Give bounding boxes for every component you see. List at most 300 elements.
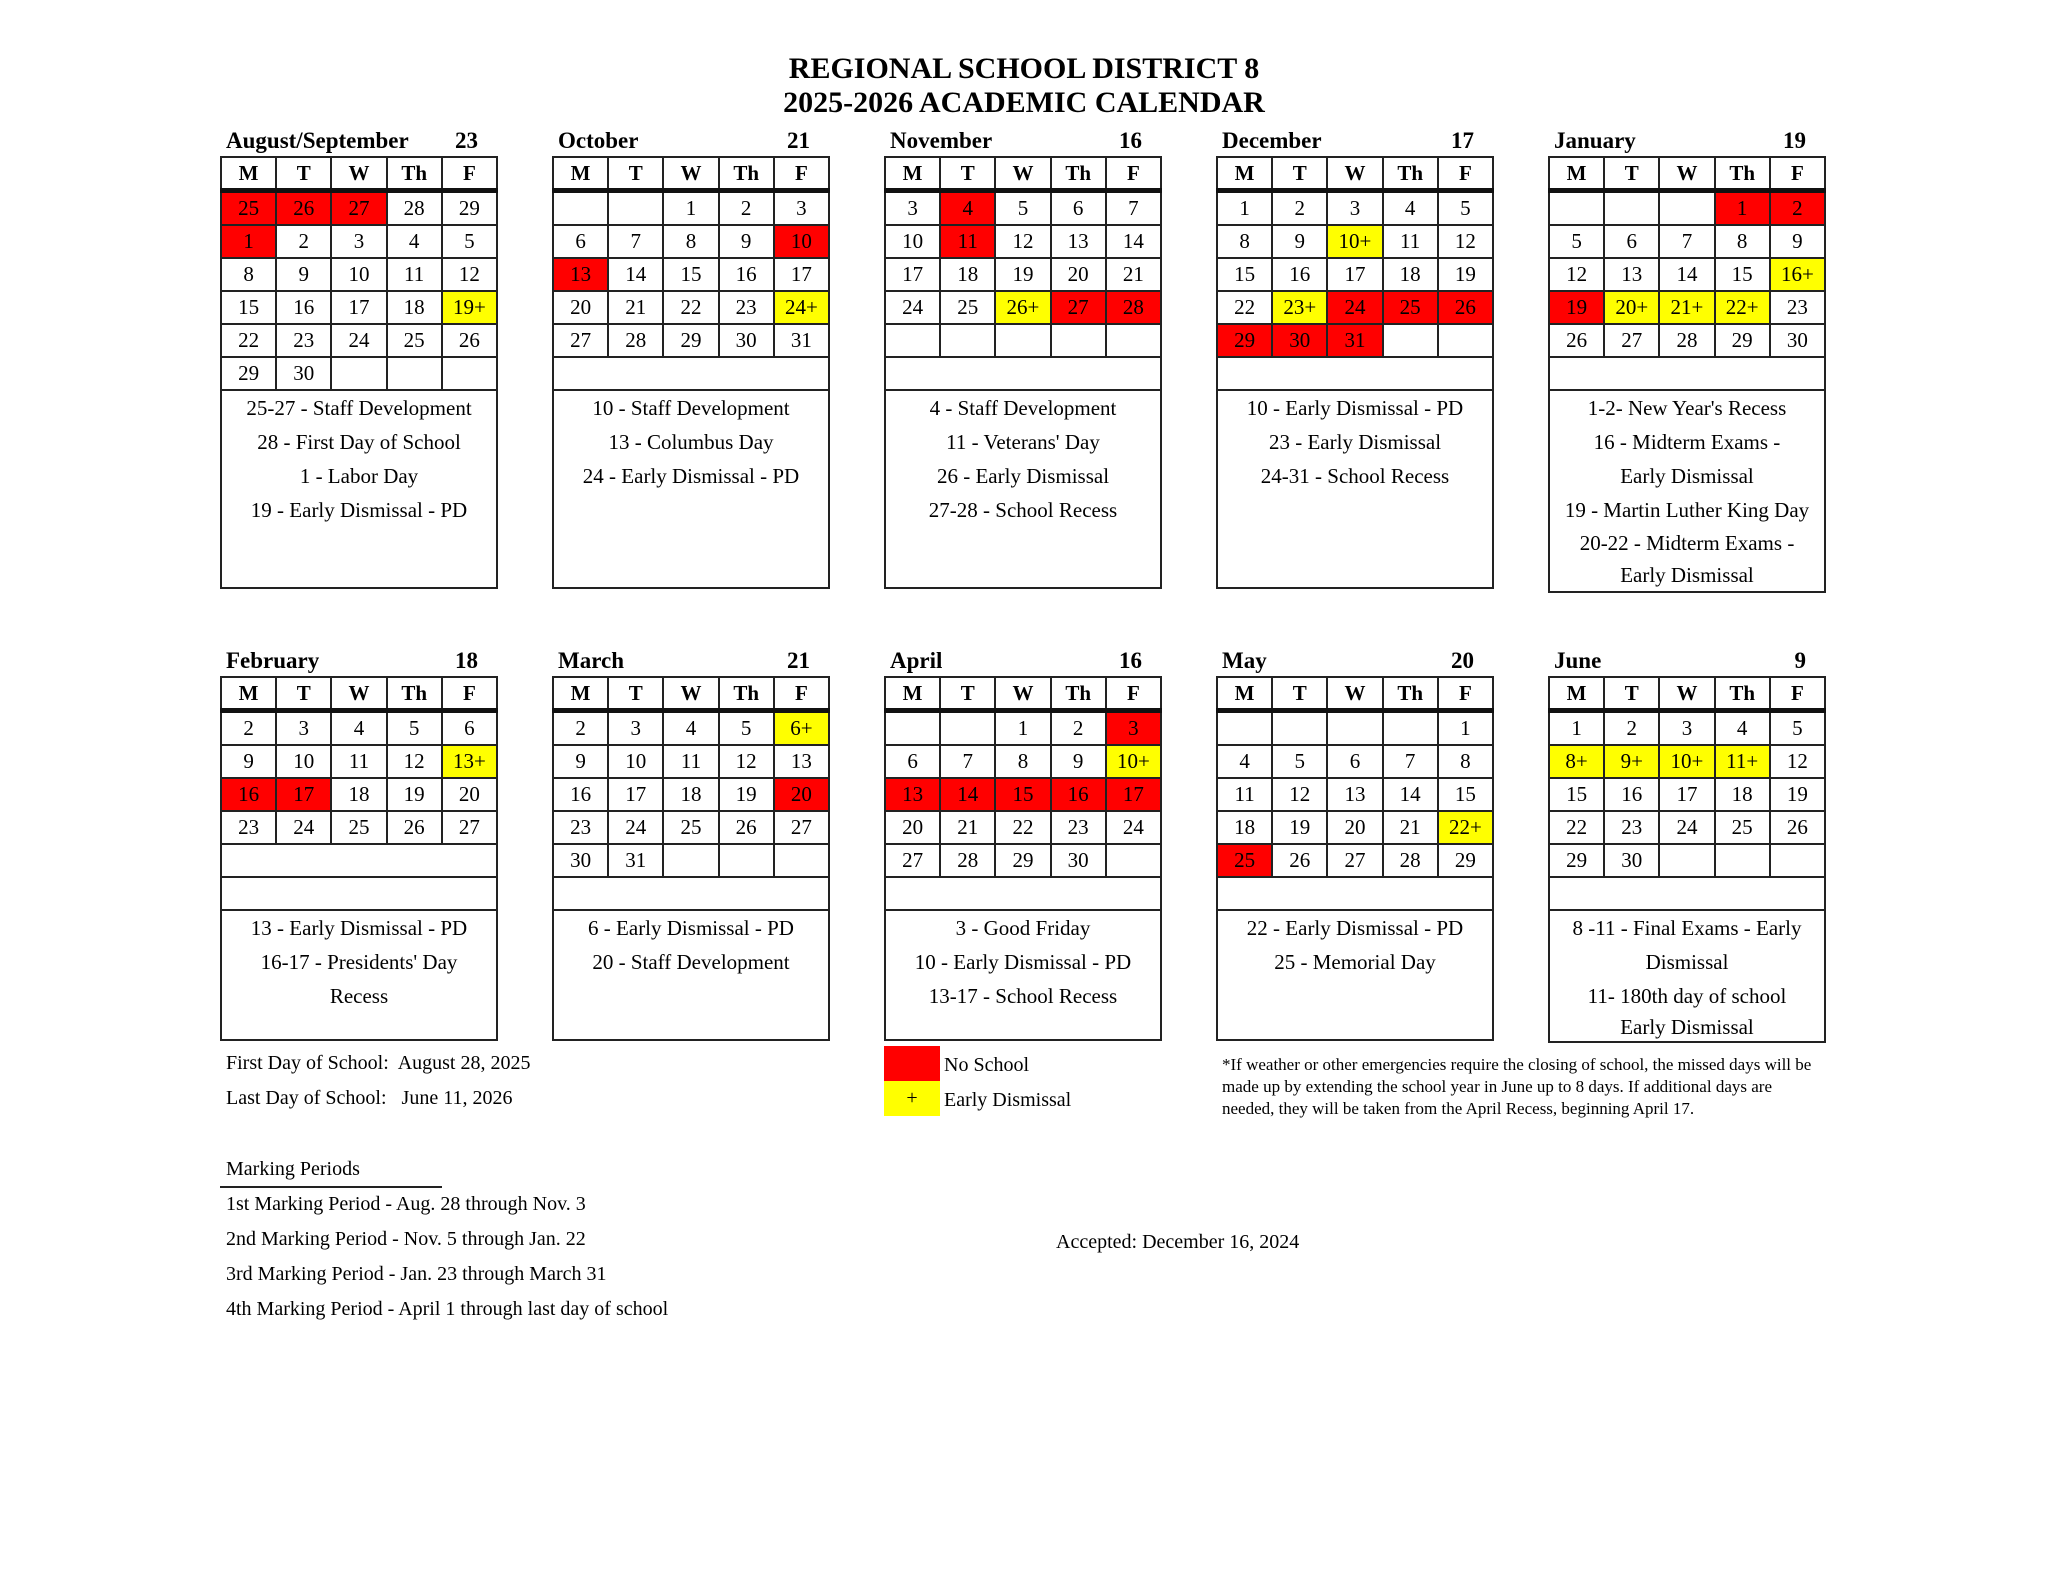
day-cell: 9 [1051, 745, 1106, 778]
day-cell: 1 [663, 191, 718, 226]
weekday-header: M [1549, 677, 1604, 711]
day-cell-no-school: 30 [1272, 324, 1327, 357]
day-cell: 3 [608, 711, 663, 746]
day-cell-early-dismissal: 16+ [1770, 258, 1825, 291]
day-cell: 11 [387, 258, 442, 291]
day-cell: 11 [331, 745, 386, 778]
day-cell: 17 [774, 258, 829, 291]
weekday-header: M [553, 677, 608, 711]
day-cell: 24 [1106, 811, 1161, 844]
day-cell: 2 [276, 225, 331, 258]
weekday-header: T [1604, 677, 1659, 711]
week-row [1549, 258, 1825, 291]
day-cell: 27 [885, 844, 940, 877]
month-name: November [890, 128, 993, 153]
month-header [884, 126, 1162, 156]
weekday-header: F [1438, 157, 1493, 191]
note-line: 6 - Early Dismissal - PD [588, 916, 794, 940]
day-cell: 31 [774, 324, 829, 357]
day-cell: 3 [331, 225, 386, 258]
day-cell [1549, 191, 1604, 226]
weekday-header: T [1604, 157, 1659, 191]
month-notes [553, 910, 829, 1040]
day-cell-early-dismissal: 10+ [1327, 225, 1382, 258]
week-row [1217, 324, 1493, 357]
weekday-header: Th [1051, 677, 1106, 711]
legend-early-dismissal-label: Early Dismissal [944, 1089, 1072, 1111]
day-cell: 1 [1438, 711, 1493, 746]
day-cell-early-dismissal: 24+ [774, 291, 829, 324]
month-header [220, 646, 498, 676]
day-cell: 3 [1327, 191, 1382, 226]
week-row [1549, 357, 1825, 390]
day-cell: 24 [885, 291, 940, 324]
weekday-header: T [1272, 677, 1327, 711]
week-row [885, 711, 1161, 746]
day-cell: 28 [1383, 844, 1438, 877]
week-row [221, 778, 497, 811]
week-row [1217, 745, 1493, 778]
month-notes [221, 910, 497, 1040]
day-cell: 10 [885, 225, 940, 258]
note-line: 19 - Early Dismissal - PD [250, 498, 468, 522]
day-cell: 23 [719, 291, 774, 324]
week-row [1217, 778, 1493, 811]
day-cell: 22 [663, 291, 718, 324]
weekday-header: W [1659, 157, 1714, 191]
day-cell-early-dismissal: 22+ [1715, 291, 1770, 324]
school-day-count: 20 [1451, 648, 1474, 673]
day-cell-early-dismissal: 23+ [1272, 291, 1327, 324]
month-calendar-table [1548, 156, 1826, 593]
note-line: 10 - Early Dismissal - PD [1246, 396, 1464, 420]
day-cell: 20 [885, 811, 940, 844]
day-cell: 15 [663, 258, 718, 291]
legend-no-school-swatch [884, 1046, 940, 1081]
note-line: 19 - Martin Luther King Day [1564, 498, 1810, 522]
marking-period-3: 3rd Marking Period - Jan. 23 through March 31 [226, 1263, 607, 1285]
weekday-header: T [276, 157, 331, 191]
day-cell: 9 [1770, 225, 1825, 258]
month-calendar-table [884, 676, 1162, 1041]
month-name: October [558, 128, 639, 153]
week-row [1217, 191, 1493, 226]
day-cell [1438, 324, 1493, 357]
week-row [1549, 745, 1825, 778]
day-cell-no-school: 17 [1106, 778, 1161, 811]
weekday-header: W [1659, 677, 1714, 711]
school-day-count: 21 [787, 648, 810, 673]
weekday-header: M [885, 157, 940, 191]
month-header [1216, 646, 1494, 676]
week-row [221, 844, 497, 877]
empty-row [885, 357, 1161, 390]
day-cell: 18 [940, 258, 995, 291]
day-cell-no-school: 10 [774, 225, 829, 258]
day-cell [331, 357, 386, 390]
day-cell: 29 [1715, 324, 1770, 357]
day-cell: 21 [1383, 811, 1438, 844]
day-cell [1106, 844, 1161, 877]
day-cell: 13 [1604, 258, 1659, 291]
note-line: 13 - Columbus Day [608, 430, 774, 454]
day-cell: 27 [774, 811, 829, 844]
week-row [553, 877, 829, 910]
week-row [1549, 811, 1825, 844]
day-cell: 16 [1272, 258, 1327, 291]
day-cell: 15 [1217, 258, 1272, 291]
day-cell: 2 [1051, 711, 1106, 746]
week-row [1217, 291, 1493, 324]
note-line: 13-17 - School Recess [928, 984, 1118, 1008]
weekday-header: F [774, 157, 829, 191]
day-cell: 25 [940, 291, 995, 324]
day-cell: 26 [387, 811, 442, 844]
day-cell: 15 [1549, 778, 1604, 811]
day-cell: 7 [940, 745, 995, 778]
day-cell: 29 [1438, 844, 1493, 877]
weekday-header: W [995, 157, 1050, 191]
day-cell: 4 [1715, 711, 1770, 746]
week-row [221, 711, 497, 746]
day-cell: 23 [1051, 811, 1106, 844]
day-cell: 30 [1604, 844, 1659, 877]
note-line: 24-31 - School Recess [1260, 464, 1450, 488]
week-row [553, 258, 829, 291]
day-cell: 6 [1327, 745, 1382, 778]
week-row [1549, 324, 1825, 357]
weekday-header: Th [719, 157, 774, 191]
note-line: Early Dismissal [1620, 563, 1754, 587]
school-day-count: 9 [1794, 648, 1806, 673]
week-row [1217, 711, 1493, 746]
weekday-header: F [1770, 677, 1825, 711]
empty-row [553, 877, 829, 910]
empty-row [885, 877, 1161, 910]
day-cell [663, 844, 718, 877]
day-cell: 17 [1659, 778, 1714, 811]
day-cell: 5 [1770, 711, 1825, 746]
day-cell: 23 [553, 811, 608, 844]
day-cell [1327, 711, 1382, 746]
empty-row [1217, 357, 1493, 390]
day-cell: 7 [1383, 745, 1438, 778]
month-name: June [1554, 648, 1602, 673]
day-cell: 26 [719, 811, 774, 844]
day-cell: 8 [221, 258, 276, 291]
week-row [885, 811, 1161, 844]
month-header [1216, 126, 1494, 156]
week-row [553, 291, 829, 324]
note-line: 27-28 - School Recess [928, 498, 1118, 522]
day-cell: 19 [1272, 811, 1327, 844]
day-cell: 2 [553, 711, 608, 746]
day-cell: 30 [719, 324, 774, 357]
day-cell: 12 [442, 258, 497, 291]
day-cell: 24 [1659, 811, 1714, 844]
month-notes [1217, 910, 1493, 1040]
day-cell: 23 [221, 811, 276, 844]
day-cell: 5 [1272, 745, 1327, 778]
day-cell: 19 [387, 778, 442, 811]
note-line: 1 - Labor Day [299, 464, 419, 488]
day-cell: 2 [1272, 191, 1327, 226]
empty-row [1549, 877, 1825, 910]
calendar-title: 2025-2026 ACADEMIC CALENDAR [783, 86, 1265, 119]
day-cell: 25 [387, 324, 442, 357]
day-cell [1659, 844, 1714, 877]
day-cell [1217, 711, 1272, 746]
district-title: REGIONAL SCHOOL DISTRICT 8 [788, 52, 1260, 85]
day-cell-no-school: 1 [1715, 191, 1770, 226]
week-row [885, 357, 1161, 390]
weekday-header: Th [387, 677, 442, 711]
day-cell-early-dismissal: 21+ [1659, 291, 1714, 324]
day-cell: 18 [663, 778, 718, 811]
last-day-label: Last Day of School: [226, 1087, 387, 1109]
day-cell: 9 [553, 745, 608, 778]
weekday-header: M [1217, 157, 1272, 191]
day-cell: 8 [1438, 745, 1493, 778]
school-day-count: 23 [455, 128, 478, 153]
day-cell: 23 [276, 324, 331, 357]
week-row [221, 745, 497, 778]
day-cell: 29 [1549, 844, 1604, 877]
day-cell: 7 [608, 225, 663, 258]
empty-row [221, 844, 497, 877]
week-row [885, 191, 1161, 226]
note-line: 24 - Early Dismissal - PD [582, 464, 800, 488]
week-row [221, 877, 497, 910]
day-cell: 6 [885, 745, 940, 778]
month-name: April [890, 648, 943, 673]
month-header [552, 126, 830, 156]
day-cell: 12 [1549, 258, 1604, 291]
weekday-header: F [442, 157, 497, 191]
note-line: 4 - Staff Development [929, 396, 1117, 420]
day-cell: 26 [1272, 844, 1327, 877]
day-cell: 26 [1549, 324, 1604, 357]
day-cell: 2 [1604, 711, 1659, 746]
day-cell: 24 [276, 811, 331, 844]
day-cell: 1 [995, 711, 1050, 746]
last-day-value: June 11, 2026 [401, 1087, 513, 1109]
month-calendar-table [552, 676, 830, 1041]
day-cell: 12 [387, 745, 442, 778]
weekday-header: M [221, 157, 276, 191]
week-row [553, 745, 829, 778]
note-line: 10 - Staff Development [592, 396, 790, 420]
empty-row [1549, 357, 1825, 390]
day-cell: 29 [663, 324, 718, 357]
day-cell-early-dismissal: 22+ [1438, 811, 1493, 844]
weekday-header: F [1438, 677, 1493, 711]
month-june [1548, 646, 1826, 1043]
day-cell-no-school: 13 [553, 258, 608, 291]
week-row [221, 811, 497, 844]
weekday-header: T [1272, 157, 1327, 191]
day-cell: 14 [1106, 225, 1161, 258]
note-line: 25 - Memorial Day [1274, 950, 1436, 974]
day-cell-no-school: 25 [1383, 291, 1438, 324]
day-cell: 25 [331, 811, 386, 844]
weekday-header: T [276, 677, 331, 711]
weekday-header: T [608, 157, 663, 191]
school-day-count: 16 [1119, 648, 1142, 673]
day-cell [1106, 324, 1161, 357]
week-row [221, 324, 497, 357]
day-cell: 10 [331, 258, 386, 291]
day-cell-no-school: 4 [940, 191, 995, 226]
marking-period-1: 1st Marking Period - Aug. 28 through Nov. 3 [226, 1193, 586, 1215]
week-row [1549, 225, 1825, 258]
day-cell [1604, 191, 1659, 226]
day-cell [1383, 324, 1438, 357]
day-cell: 29 [221, 357, 276, 390]
day-cell: 12 [1438, 225, 1493, 258]
day-cell [885, 711, 940, 746]
month-april [884, 646, 1162, 1041]
day-cell: 5 [1549, 225, 1604, 258]
school-day-count: 18 [455, 648, 478, 673]
day-cell-no-school: 19 [1549, 291, 1604, 324]
note-line: Early Dismissal [1620, 1015, 1754, 1039]
day-cell: 3 [885, 191, 940, 226]
weekday-header: T [940, 677, 995, 711]
month-october [552, 126, 830, 589]
first-day-line [226, 1052, 530, 1075]
day-cell-early-dismissal: 10+ [1659, 745, 1714, 778]
day-cell [1770, 844, 1825, 877]
day-cell: 25 [663, 811, 718, 844]
day-cell: 11 [1217, 778, 1272, 811]
month-calendar-table [884, 156, 1162, 589]
week-row [885, 324, 1161, 357]
day-cell: 13 [1327, 778, 1382, 811]
day-cell: 28 [387, 191, 442, 226]
week-row [1217, 258, 1493, 291]
day-cell: 12 [995, 225, 1050, 258]
day-cell: 14 [1659, 258, 1714, 291]
day-cell [885, 324, 940, 357]
school-day-count: 16 [1119, 128, 1142, 153]
day-cell: 30 [553, 844, 608, 877]
day-cell: 20 [1051, 258, 1106, 291]
day-cell: 25 [1715, 811, 1770, 844]
month-header [1548, 126, 1826, 156]
day-cell: 27 [553, 324, 608, 357]
day-cell: 30 [276, 357, 331, 390]
day-cell: 5 [387, 711, 442, 746]
month-calendar-table [220, 156, 498, 589]
day-cell: 1 [1549, 711, 1604, 746]
weekday-header: W [995, 677, 1050, 711]
day-cell: 18 [1217, 811, 1272, 844]
day-cell: 29 [442, 191, 497, 226]
month-november [884, 126, 1162, 589]
week-row [553, 711, 829, 746]
day-cell-no-school: 3 [1106, 711, 1161, 746]
month-name: February [226, 648, 320, 673]
day-cell: 19 [719, 778, 774, 811]
day-cell: 1 [1217, 191, 1272, 226]
week-row [1217, 357, 1493, 390]
day-cell [940, 711, 995, 746]
day-cell: 18 [387, 291, 442, 324]
first-day-value: August 28, 2025 [397, 1052, 531, 1074]
month-name: August/September [226, 128, 409, 153]
legend-early-dismissal-swatch: + [884, 1081, 940, 1116]
weekday-header: Th [1383, 157, 1438, 191]
day-cell [1051, 324, 1106, 357]
day-cell: 6 [1604, 225, 1659, 258]
weekday-header: Th [1383, 677, 1438, 711]
day-cell-no-school: 25 [221, 191, 276, 226]
day-cell: 24 [331, 324, 386, 357]
weekday-header: Th [387, 157, 442, 191]
day-cell: 22 [1217, 291, 1272, 324]
weekday-header: M [221, 677, 276, 711]
weekday-header: W [1327, 677, 1382, 711]
weekday-header: M [885, 677, 940, 711]
day-cell: 20 [1327, 811, 1382, 844]
day-cell-no-school: 24 [1327, 291, 1382, 324]
day-cell: 17 [331, 291, 386, 324]
day-cell: 16 [719, 258, 774, 291]
month-header [552, 646, 830, 676]
weekday-header: Th [1715, 157, 1770, 191]
day-cell: 13 [1051, 225, 1106, 258]
week-row [221, 357, 497, 390]
day-cell-no-school: 11 [940, 225, 995, 258]
day-cell: 11 [1383, 225, 1438, 258]
weekday-header: W [663, 157, 718, 191]
note-line: Recess [329, 984, 389, 1008]
day-cell: 8 [1217, 225, 1272, 258]
note-line: 11 - Veterans' Day [946, 430, 1100, 454]
day-cell: 19 [1438, 258, 1493, 291]
note-line: 8 -11 - Final Exams - Early [1572, 916, 1802, 940]
day-cell: 8 [995, 745, 1050, 778]
day-cell: 22 [1549, 811, 1604, 844]
month-calendar-table [220, 676, 498, 1041]
week-row [1549, 291, 1825, 324]
empty-row [553, 357, 829, 390]
month-january [1548, 126, 1826, 593]
day-cell-no-school: 28 [1106, 291, 1161, 324]
month-calendar-table [552, 156, 830, 589]
week-row [885, 745, 1161, 778]
day-cell: 21 [608, 291, 663, 324]
empty-row [221, 877, 497, 910]
week-row [1549, 778, 1825, 811]
weekday-header: M [553, 157, 608, 191]
note-line: 26 - Early Dismissal [936, 464, 1110, 488]
weekday-header: W [663, 677, 718, 711]
day-cell-no-school: 27 [331, 191, 386, 226]
day-cell [774, 844, 829, 877]
day-cell: 12 [1770, 745, 1825, 778]
day-cell [608, 191, 663, 226]
accepted-date: Accepted: December 16, 2024 [1056, 1231, 1300, 1253]
weekday-header: Th [1715, 677, 1770, 711]
day-cell: 24 [608, 811, 663, 844]
note-line: Dismissal [1645, 950, 1729, 974]
day-cell [940, 324, 995, 357]
weekday-header: W [1327, 157, 1382, 191]
day-cell: 16 [1604, 778, 1659, 811]
day-cell-early-dismissal: 11+ [1715, 745, 1770, 778]
